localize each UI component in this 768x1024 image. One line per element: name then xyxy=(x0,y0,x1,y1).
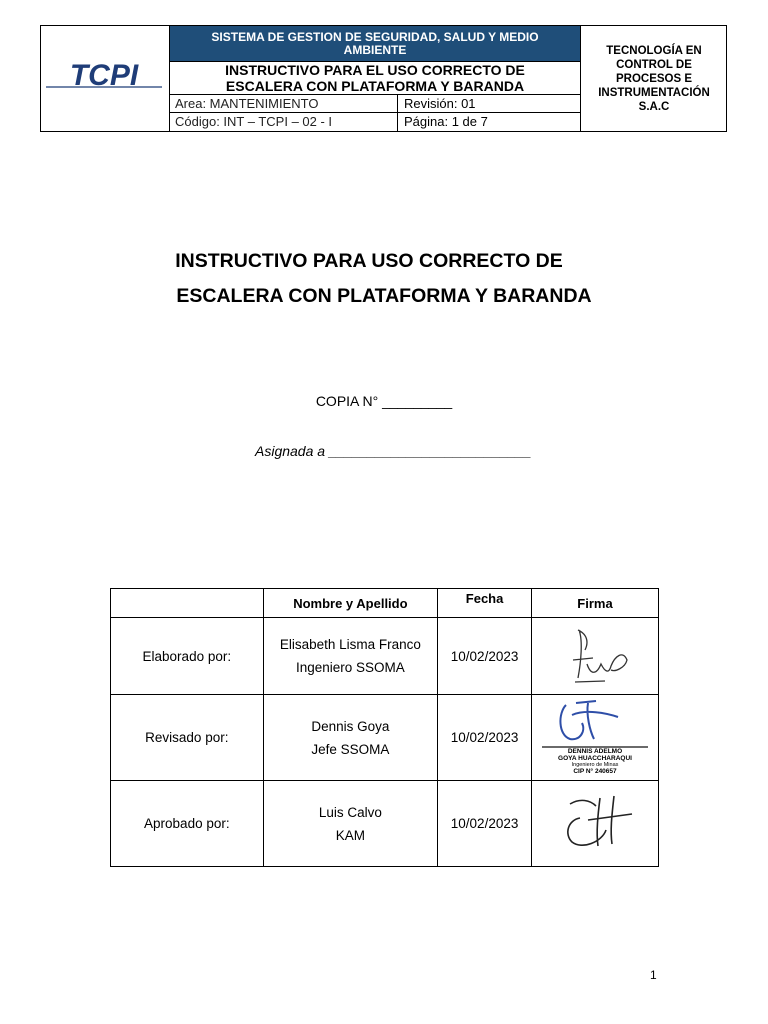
approval-table xyxy=(110,588,659,867)
table-row xyxy=(111,781,659,867)
stamp-line-1: DENNIS ADELMO xyxy=(567,748,623,755)
asignada-field: Asignada a __________________________ xyxy=(255,443,532,459)
page-number: 1 xyxy=(650,968,657,982)
header-row-code xyxy=(170,113,580,131)
stamp-line-3: Ingeniero de Minas xyxy=(571,762,619,768)
person-position: KAM xyxy=(335,827,365,843)
header-row-area xyxy=(170,95,580,113)
name-cell xyxy=(263,695,438,781)
doc-title-line1: INSTRUCTIVO PARA USO CORRECTO DE xyxy=(175,250,563,272)
stamp-line-2: GOYA HUACCHARAQUI xyxy=(558,755,632,762)
name-cell xyxy=(263,781,438,867)
table-row xyxy=(111,618,659,695)
signature-calvo xyxy=(540,784,650,860)
system-title: SISTEMA DE GESTION DE SEGURIDAD, SALUD Y MEDIO AMBIENTE xyxy=(170,26,580,61)
area-field: Area: MANTENIMIENTO xyxy=(170,95,398,112)
person-position: Ingeniero SSOMA xyxy=(295,660,405,675)
codigo-field: Código: INT – TCPI – 02 - I xyxy=(170,113,398,131)
logo-text: TCPI xyxy=(69,59,139,92)
person-name: Luis Calvo xyxy=(318,804,382,820)
pagina-field: Página: 1 de 7 xyxy=(404,114,488,129)
table-header-row xyxy=(111,589,659,618)
stamp-line-4: CIP N° 240657 xyxy=(573,768,617,775)
person-position: Jefe SSOMA xyxy=(311,741,390,757)
date-cell: 10/02/2023 xyxy=(438,618,532,695)
table-header-signature: Firma xyxy=(532,589,659,618)
doc-title-line2: ESCALERA CON PLATAFORMA Y BARANDA xyxy=(176,285,592,307)
header-doc-title: INSTRUCTIVO PARA EL USO CORRECTO DE ESCALERA CON PLATAFORMA Y BARANDA xyxy=(170,61,580,95)
date-cell: 10/02/2023 xyxy=(438,781,532,867)
signature-lisma xyxy=(545,620,645,690)
signature-cell xyxy=(532,695,659,781)
signature-goya-stamp xyxy=(536,695,654,777)
person-name: Elisabeth Lisma Franco xyxy=(279,637,421,652)
copia-field: COPIA N° _________ xyxy=(315,393,453,409)
table-header-name: Nombre y Apellido xyxy=(263,589,438,618)
name-cell xyxy=(263,618,438,695)
signature-cell xyxy=(532,618,659,695)
table-row xyxy=(111,695,659,781)
person-name: Dennis Goya xyxy=(311,718,390,734)
role-cell: Elaborado por: xyxy=(111,618,264,695)
table-header-date: Fecha xyxy=(438,589,532,618)
logo-cell xyxy=(40,25,170,132)
tcpi-logo xyxy=(40,25,168,130)
role-cell: Revisado por: xyxy=(111,695,264,781)
company-name: TECNOLOGÍA EN CONTROL DE PROCESOS E INSTRUMENTACIÓN S.A.C xyxy=(580,25,727,132)
table-header-role xyxy=(111,589,264,618)
revision-field: Revisión: 01 xyxy=(404,96,476,111)
role-cell: Aprobado por: xyxy=(111,781,264,867)
signature-cell xyxy=(532,781,659,867)
date-cell: 10/02/2023 xyxy=(438,695,532,781)
